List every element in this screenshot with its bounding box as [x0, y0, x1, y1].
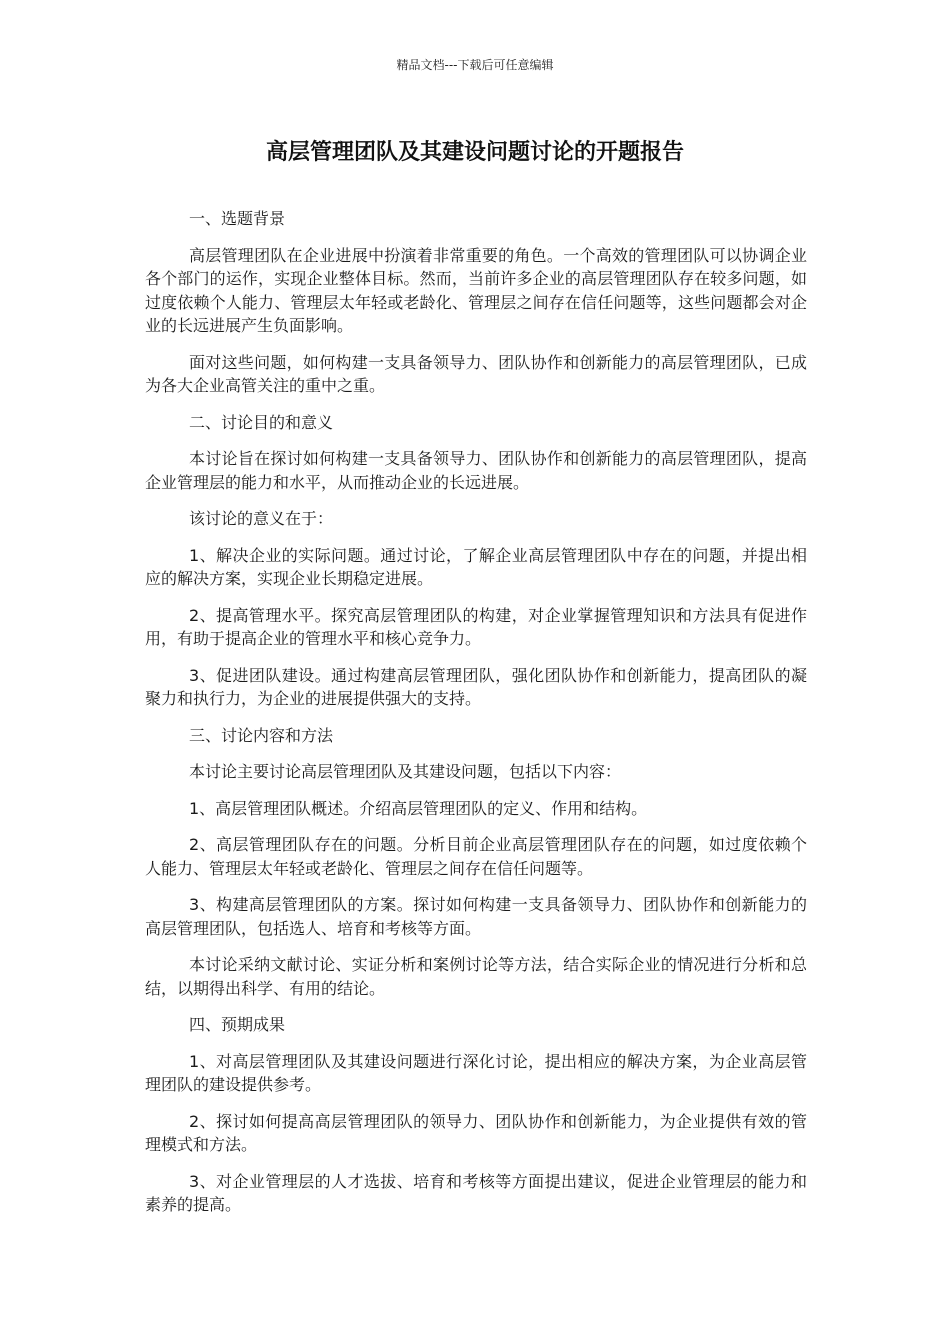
paragraph: 本讨论旨在探讨如何构建一支具备领导力、团队协作和创新能力的高层管理团队，提高企业管理层的能力和水平，从而推动企业的长远进展。 [145, 449, 807, 492]
list-item: 3、对企业管理层的人才选拔、培育和考核等方面提出建议，促进企业管理层的能力和素养的提高。 [145, 1171, 807, 1214]
list-item: 3、促进团队建设。通过构建高层管理团队，强化团队协作和创新能力，提高团队的凝聚力和执行力，为企业的进展提供强大的支持。 [145, 665, 807, 708]
page-header: 精品文档---下载后可任意编辑 [396, 58, 554, 72]
paragraph: 本讨论采纳文献讨论、实证分析和案例讨论等方法，结合实际企业的情况进行分析和总结，以期得出科学、有用的结论。 [145, 955, 807, 998]
list-item: 1、对高层管理团队及其建设问题进行深化讨论，提出相应的解决方案，为企业高层管理团队的建设提供参考。 [145, 1051, 807, 1094]
list-item: 2、探讨如何提高高层管理团队的领导力、团队协作和创新能力，为企业提供有效的管理模式和方法。 [145, 1111, 807, 1154]
paragraph: 高层管理团队在企业进展中扮演着非常重要的角色。一个高效的管理团队可以协调企业各个部门的运作，实现企业整体目标。然而，当前许多企业的高层管理团队存在较多问题，如过度依赖个人能力、管理层太年轻或老龄化、管理层之间存在信任问题等，这些问题都会对企业的长远进展产生负面影响。 [145, 245, 807, 335]
document-body [145, 207, 807, 1230]
list-item: 3、构建高层管理团队的方案。探讨如何构建一支具备领导力、团队协作和创新能力的高层管理团队，包括选人、培育和考核等方面。 [145, 895, 807, 938]
section-heading-content: 三、讨论内容和方法 [189, 725, 334, 745]
list-item: 2、高层管理团队存在的问题。分析目前企业高层管理团队存在的问题，如过度依赖个人能力、管理层太年轻或老龄化、管理层之间存在信任问题等。 [145, 835, 807, 878]
section-heading-purpose: 二、讨论目的和意义 [189, 412, 334, 432]
paragraph: 该讨论的意义在于： [189, 509, 334, 528]
paragraph: 面对这些问题，如何构建一支具备领导力、团队协作和创新能力的高层管理团队，已成为各大企业高管关注的重中之重。 [145, 352, 807, 395]
paragraph: 本讨论主要讨论高层管理团队及其建设问题，包括以下内容： [189, 762, 622, 781]
list-item: 1、高层管理团队概述。介绍高层管理团队的定义、作用和结构。 [189, 798, 648, 818]
list-item: 1、解决企业的实际问题。通过讨论，了解企业高层管理团队中存在的问题，并提出相应的解决方案，实现企业长期稳定进展。 [145, 545, 807, 588]
document-title: 高层管理团队及其建设问题讨论的开题报告 [265, 140, 684, 165]
section-heading-background: 一、选题背景 [189, 209, 286, 228]
section-heading-outcomes: 四、预期成果 [189, 1015, 286, 1034]
list-item: 2、提高管理水平。探究高层管理团队的构建，对企业掌握管理知识和方法具有促进作用，有助于提高企业的管理水平和核心竞争力。 [145, 605, 807, 648]
